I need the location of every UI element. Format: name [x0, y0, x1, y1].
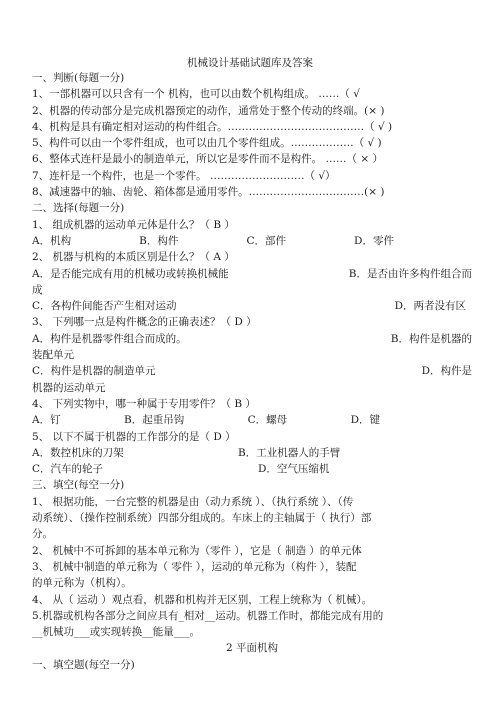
option-c: C．各构件间能否产生相对运动 — [32, 300, 177, 313]
section-heading-fill: 三、填空(每空一分) — [32, 479, 125, 492]
judgement-item-7: 7、连杆是一个构件，也是一个零件。 ………………………（ √） — [32, 169, 336, 182]
choice-1-options — [32, 233, 472, 249]
judgement-item-5: 5、构件可以由一个零件组成，也可以由几个零件组成。………………（ √ ) — [32, 137, 382, 150]
page-title: 机械设计基础试题库及答案 — [187, 57, 313, 69]
option-c: C．螺母 — [247, 414, 288, 427]
section-heading-judgement: 一、判断(每题一分) — [32, 72, 125, 84]
option-b: B．构件 — [139, 234, 179, 247]
option-b: B．是否由许多构件组合而 — [348, 267, 472, 280]
fill-item-5-line-2: __机械功___或实现转换__能量___。 — [32, 626, 200, 639]
choice-5-options-ab — [32, 445, 472, 461]
section-heading-fill-chapter2: 一、填空题(每空一分) — [32, 658, 135, 671]
judgement-item-6: 6、整体式连杆是最小的制造单元，所以它是零件而不是构件。 ……（ × ） — [32, 153, 383, 166]
fill-item-1-line-2: 动系统）、（操作控制系统）四部分组成的。车床上的主轴属于（ 执行）部 — [32, 512, 372, 525]
choice-2-options-ab — [32, 266, 472, 282]
option-a: A．是否能完成有用的机械功或转换机械能 — [32, 267, 229, 280]
option-b: B．构件是机器的 — [390, 332, 472, 345]
option-d: D．零件 — [354, 234, 394, 247]
option-a: A．钉 — [32, 414, 61, 427]
choice-question-4: 4、 下列实物中，哪一种属于专用零件？（ B ） — [32, 397, 256, 410]
choice-2-option-b-continued: 成 — [32, 283, 43, 296]
option-d: D．键 — [350, 414, 380, 427]
choice-question-1: 1、 组成机器的运动单元体是什么？（ B ） — [32, 218, 235, 231]
section-heading-choice: 二、选择(每题一分) — [32, 202, 125, 215]
option-b: B．起重吊钩 — [124, 414, 185, 427]
option-d: D．构件是 — [421, 365, 472, 378]
choice-3-options-cd — [32, 363, 472, 379]
fill-item-5-line-1: 5.机器或机构各部分之间应具有_相对__运动。机器工作时，都能完成有用的 — [32, 609, 384, 622]
fill-item-1-line-3: 分。 — [32, 528, 53, 541]
judgement-item-4: 4、机构是具有确定相对运动的构件组合。…………………………………（ √ ) — [32, 120, 393, 133]
fill-item-2: 2、 机械中不可拆卸的基本单元称为（零件 ），它是（ 制造 ）的单元体 — [32, 544, 362, 557]
option-b: B．工业机器人的手臂 — [238, 446, 341, 459]
option-d: D．两者没有区 — [394, 300, 466, 313]
choice-3-options-ab — [32, 331, 472, 347]
choice-question-3: 3、 下列哪一点是构件概念的正确表述？（ D ） — [32, 316, 257, 329]
option-a: A．数控机床的刀架 — [32, 446, 124, 459]
document-body — [32, 70, 472, 673]
option-c: C．汽车的轮子 — [32, 463, 104, 476]
choice-3-option-b-continued: 装配单元 — [32, 349, 74, 362]
fill-item-3-line-2: 的单元称为（机构）。 — [32, 577, 132, 590]
judgement-item-1: 1、一部机器可以只含有一个 机构，也可以由数个机构组成。 ……（ √ — [32, 88, 360, 101]
fill-item-4: 4、 从（ 运动 ）观点看，机器和机构并无区别，工程上统称为（ 机械）。 — [32, 593, 373, 606]
choice-4-options — [32, 412, 472, 428]
choice-question-2: 2、 机器与机构的本质区别是什么？（ A ） — [32, 251, 235, 264]
fill-item-3-line-1: 3、 机械中制造的单元称为（ 零件 ），运动的单元称为（构件 ），装配 — [32, 560, 357, 573]
option-c: C．部件 — [246, 234, 286, 247]
choice-question-5: 5、 以下不属于机器的工作部分的是（ D ） — [32, 430, 236, 443]
choice-2-options-cd — [32, 298, 472, 314]
chapter-heading: 2 平面机构 — [225, 642, 279, 655]
choice-3-option-d-continued: 机器的运动单元 — [32, 381, 106, 394]
option-c: C．构件是机器的制造单元 — [32, 365, 156, 378]
judgement-item-8: 8、减速器中的轴、齿轮、箱体都是通用零件。……………………………(× ) — [32, 186, 385, 199]
choice-5-options-cd — [32, 461, 472, 477]
judgement-item-2: 2、机器的传动部分是完成机器预定的动作，通常处于整个传动的终端。(× ) — [32, 104, 385, 117]
option-a: A．机构 — [32, 234, 72, 247]
option-d: D．空气压缩机 — [258, 463, 330, 476]
option-a: A．构件是机器零件组合而成的。 — [32, 332, 187, 345]
fill-item-1-line-1: 1、 根据功能，一台完整的机器是由（动力系统 ）、（执行系统 ）、（传 — [32, 495, 354, 508]
